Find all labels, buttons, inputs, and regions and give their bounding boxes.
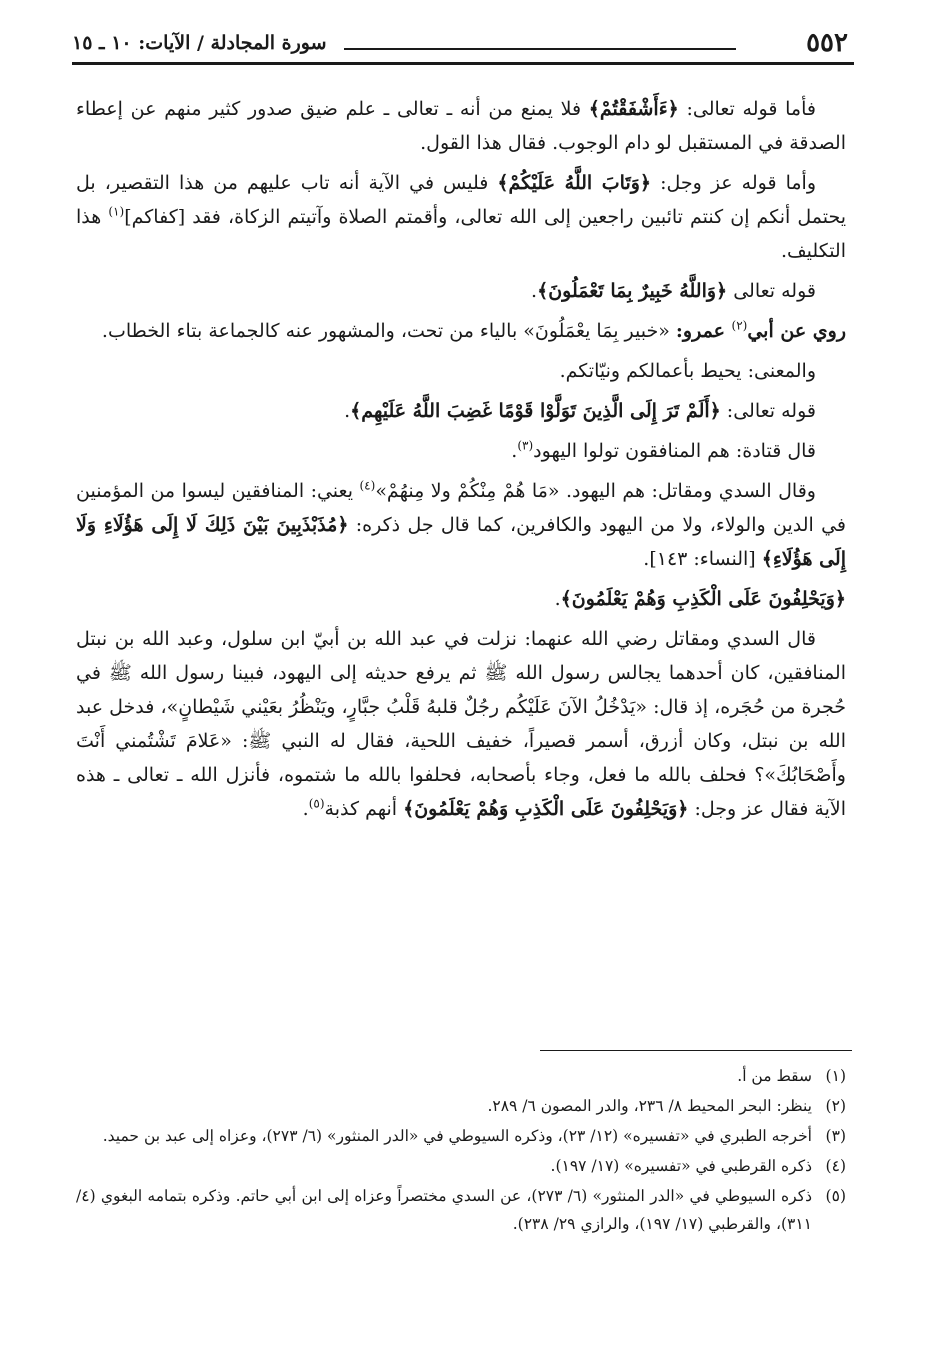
footnote-ref: (٥) bbox=[308, 796, 325, 811]
quran-verse: ﴿وَيَحْلِفُونَ عَلَى الْكَذِبِ وَهُمْ يَعْلَمُونَ﴾ bbox=[403, 798, 689, 820]
text: [النساء: ١٤٣]. bbox=[643, 548, 762, 570]
footnote bbox=[76, 1092, 846, 1120]
page-header bbox=[72, 26, 854, 60]
footnote-number: (٥) bbox=[825, 1187, 846, 1205]
header-line bbox=[344, 48, 736, 50]
paragraph-2 bbox=[76, 166, 846, 268]
footnote-text: ذكره السيوطي في «الدر المنثور» (٦/ ٢٧٣)، عن السدي مختصراً وعزاه إلى ابن أبي حاتم. وذكره بتمامه البغوي (٤/ ٣١١)، والقرطبي (١٧/ ١٩٧)، والرازي ٢٩/ ٢٣٨). bbox=[76, 1187, 813, 1233]
main-text bbox=[76, 92, 846, 832]
quran-verse: ﴿وَيَحْلِفُونَ عَلَى الْكَذِبِ وَهُمْ يَعْلَمُونَ﴾ bbox=[560, 588, 846, 610]
text: قوله تعالى: bbox=[720, 400, 816, 422]
footnote-ref: (٢) bbox=[731, 318, 748, 333]
paragraph-9 bbox=[76, 582, 846, 616]
footnote-number: (١) bbox=[825, 1067, 846, 1085]
footnote-ref: (٣) bbox=[517, 438, 534, 453]
footnote-number: (٤) bbox=[825, 1157, 846, 1175]
text: «خبير بِمَا يعْمَلُونَ» بالياء من تحت، والمشهور عنه كالجماعة بتاء الخطاب. bbox=[101, 320, 676, 342]
page-number: ٥٥٢ bbox=[806, 28, 848, 58]
paragraph-3 bbox=[76, 274, 846, 308]
text: وأما قوله عز وجل: bbox=[651, 172, 816, 194]
footnote-number: (٣) bbox=[825, 1127, 846, 1145]
footnote-number: (٢) bbox=[825, 1097, 846, 1115]
footnote bbox=[76, 1152, 846, 1180]
text: أنهم كذبة bbox=[324, 798, 404, 820]
footnote-ref: (٤) bbox=[359, 478, 376, 493]
paragraph-7 bbox=[76, 434, 846, 468]
header-rule bbox=[72, 62, 854, 65]
text: قال السدي ومقاتل رضي الله عنهما: نزلت في عبد الله بن أبيّ ابن سلول، وعبد الله بن نبتل المنافقين، كان أحدهما يجالس رسول الله ﷺ ثم يرفع حديثه إلى اليهود، فبينا رسول الله ﷺ في حُجرة من حُجَره، إذ قال: «يَدْخُلُ الآنَ عَلَيْكُم رجُلٌ قلبهُ قَلْبُ جبَّارٍ، ويَنْظُرُ بعَيْني شَيْطانٍ»، فدخل عبد الله بن نبتل، وكان أزرق، أسمر قصيراً، خفيف اللحية، فقال له النبي ﷺ: «عَلامَ تَشْتُمني أَنْتَ وأَصْحَابُكَ»؟ فحلف بالله ما فعل، وجاء بأصحابه، فحلفوا بالله ما شتموه، فأنزل الله ـ تعالى ـ هذه الآية فقال عز وجل: bbox=[76, 628, 846, 820]
text: فأما قوله تعالى: bbox=[678, 98, 816, 120]
paragraph-4 bbox=[76, 314, 846, 348]
running-title: سورة المجادلة / الآيات: ١٠ ـ ١٥ bbox=[72, 32, 327, 54]
footnote-text: سقط من أ. bbox=[737, 1067, 812, 1085]
quran-verse: ﴿وَاللَّهُ خَبِيرٌ بِمَا تَعْمَلُونَ﴾ bbox=[537, 280, 728, 302]
text: . bbox=[344, 400, 351, 422]
paragraph-1 bbox=[76, 92, 846, 160]
paragraph-5 bbox=[76, 354, 846, 388]
footnote bbox=[76, 1122, 846, 1150]
text: قوله تعالى bbox=[727, 280, 816, 302]
footnote-separator bbox=[540, 1050, 852, 1051]
quran-verse: ﴿وَتَابَ اللَّهُ عَلَيْكُمْ﴾ bbox=[497, 172, 652, 194]
footnote-text: ينظر: البحر المحيط ٨/ ٢٣٦، والدر المصون ٦/ ٢٨٩. bbox=[487, 1097, 812, 1115]
text: فلا يمنع من أنه ـ تعالى ـ علم ضيق صدور كثير منهم عن إعطاء الصدقة في المستقبل لو دام الوجوب. فقال هذا القول. bbox=[76, 98, 846, 154]
text: والمعنى: يحيط بأعمالكم ونيّاتكم. bbox=[559, 360, 816, 382]
text: فليس في الآية أنه تاب عليهم من هذا التقصير، بل يحتمل أنكم إن كنتم تائبين راجعين إلى الله تعالى، وأقمتم الصلاة وآتيتم الزكاة، فقد [كفاكم] bbox=[76, 172, 847, 228]
text: يعني: المنافقين ليسوا من المؤمنين في الدين والولاء، ولا من اليهود والكافرين، كما قال جل ذكره: bbox=[76, 480, 847, 536]
paragraph-10 bbox=[76, 622, 846, 826]
quran-verse: ﴿أَلَمْ تَرَ إِلَى الَّذِينَ تَوَلَّوْا قَوْمًا غَضِبَ اللَّهُ عَلَيْهِم﴾ bbox=[350, 400, 721, 422]
text: وقال السدي ومقاتل: هم اليهود. «مَا هُمْ مِنْكُمْ ولا مِنهُمْ» bbox=[375, 480, 816, 502]
text: قال قتادة: هم المنافقون تولوا اليهود bbox=[533, 440, 816, 462]
text: . bbox=[531, 280, 538, 302]
footnotes bbox=[76, 1062, 846, 1240]
text: . bbox=[554, 588, 561, 610]
paragraph-6 bbox=[76, 394, 846, 428]
text: . bbox=[511, 440, 518, 462]
footnote-text: أخرجه الطبري في «تفسيره» (١٢/ ٢٣)، وذكره السيوطي في «الدر المنثور» (٦/ ٢٧٣)، وعزاه إلى عبد بن حميد. bbox=[102, 1127, 812, 1145]
footnote-text: ذكره القرطبي في «تفسيره» (١٧/ ١٩٧). bbox=[550, 1157, 812, 1175]
text: هذا التكليف. bbox=[76, 206, 846, 262]
quran-verse: ﴿مُذَبْذَبِينَ بَيْنَ ذَلِكَ لَا إِلَى هَؤُلَاءِ وَلَا إِلَى هَؤُلَاءِ﴾ bbox=[76, 514, 846, 570]
paragraph-8 bbox=[76, 474, 846, 576]
footnote bbox=[76, 1062, 846, 1090]
narrator-name: عمرو: bbox=[675, 320, 732, 342]
footnote bbox=[76, 1182, 846, 1238]
quran-verse: ﴿ءَأَشْفَقْتُمْ﴾ bbox=[588, 98, 679, 120]
narrator: روي عن أبي bbox=[747, 320, 846, 342]
text: . bbox=[302, 798, 309, 820]
footnote-ref: (١) bbox=[108, 204, 125, 219]
